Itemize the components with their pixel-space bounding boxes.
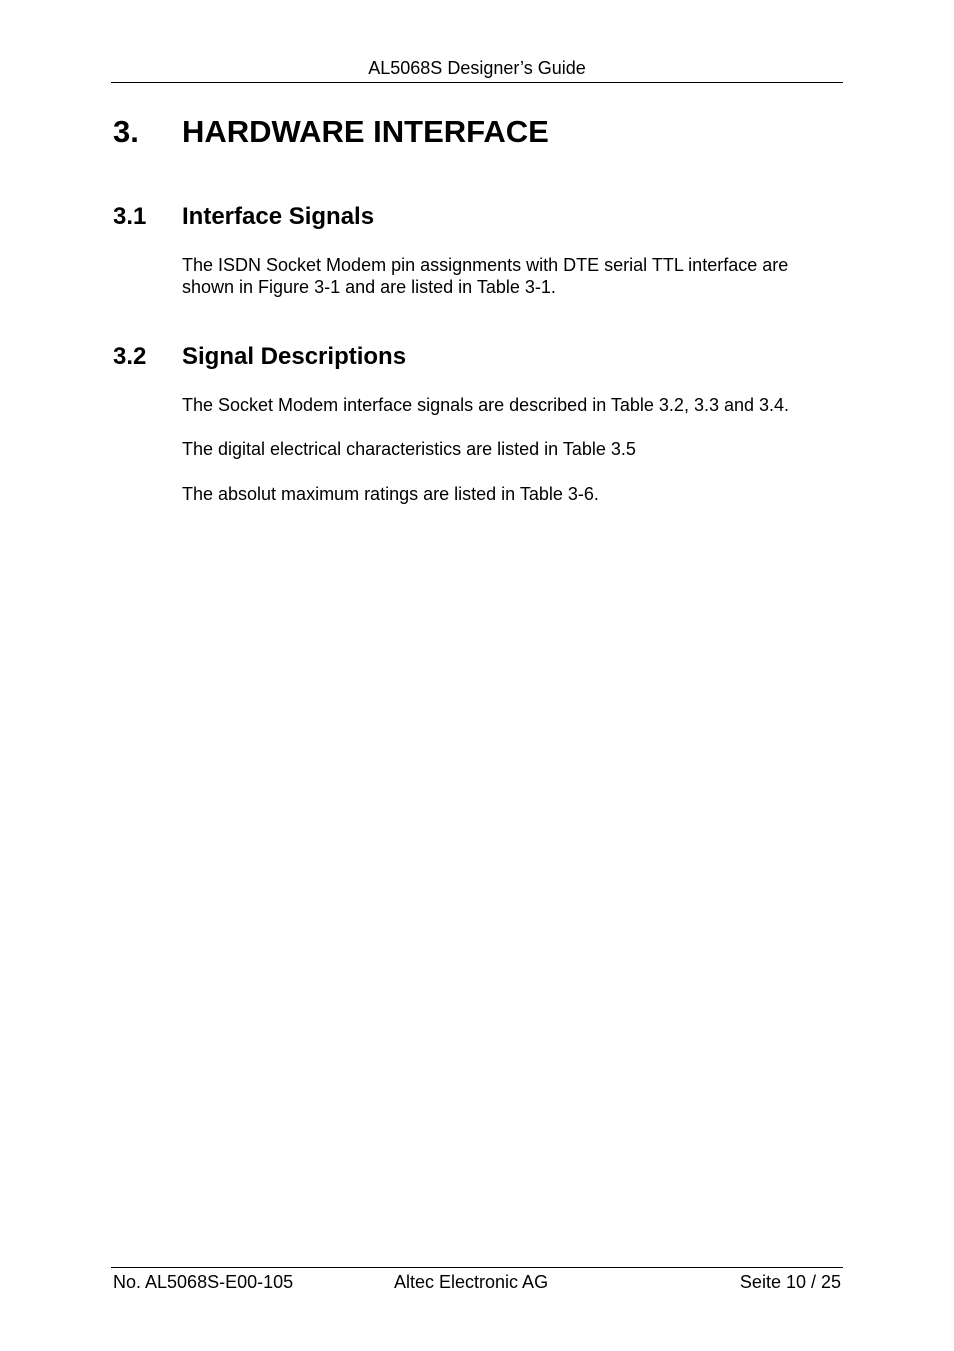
section-title: Signal Descriptions (182, 343, 407, 370)
footer-doc-number: No. AL5068S-E00-105 (113, 1272, 294, 1292)
paragraph-signal-descriptions: The Socket Modem interface signals are described in Table 3.2, 3.3 and 3.4. (182, 395, 790, 415)
paragraph-electrical-characteristics: The digital electrical characteristics are listed in Table 3.5 (182, 439, 636, 459)
chapter-title: HARDWARE INTERFACE (182, 114, 549, 149)
page-header (111, 56, 843, 83)
section-heading-3-1 (113, 202, 374, 232)
section-title: Interface Signals (182, 203, 375, 230)
footer-company: Altec Electronic AG (394, 1272, 549, 1292)
chapter-number: 3. (113, 114, 139, 149)
section-number: 3.2 (113, 343, 147, 370)
page-footer (111, 1267, 843, 1298)
footer-page-number: Seite 10 / 25 (739, 1272, 841, 1292)
paragraph-maximum-ratings: The absolut maximum ratings are listed in Table 3-6. (182, 484, 599, 504)
paragraph-interface-signals: The ISDN Socket Modem pin assignments with DTE serial TTL interface are shown in Figure 3-1 and are listed in Table 3-1. (182, 255, 789, 297)
chapter-heading (113, 112, 549, 152)
header-title: AL5068S Designer’s Guide (368, 58, 586, 78)
section-heading-3-2 (113, 342, 406, 372)
section-number: 3.1 (113, 203, 147, 230)
